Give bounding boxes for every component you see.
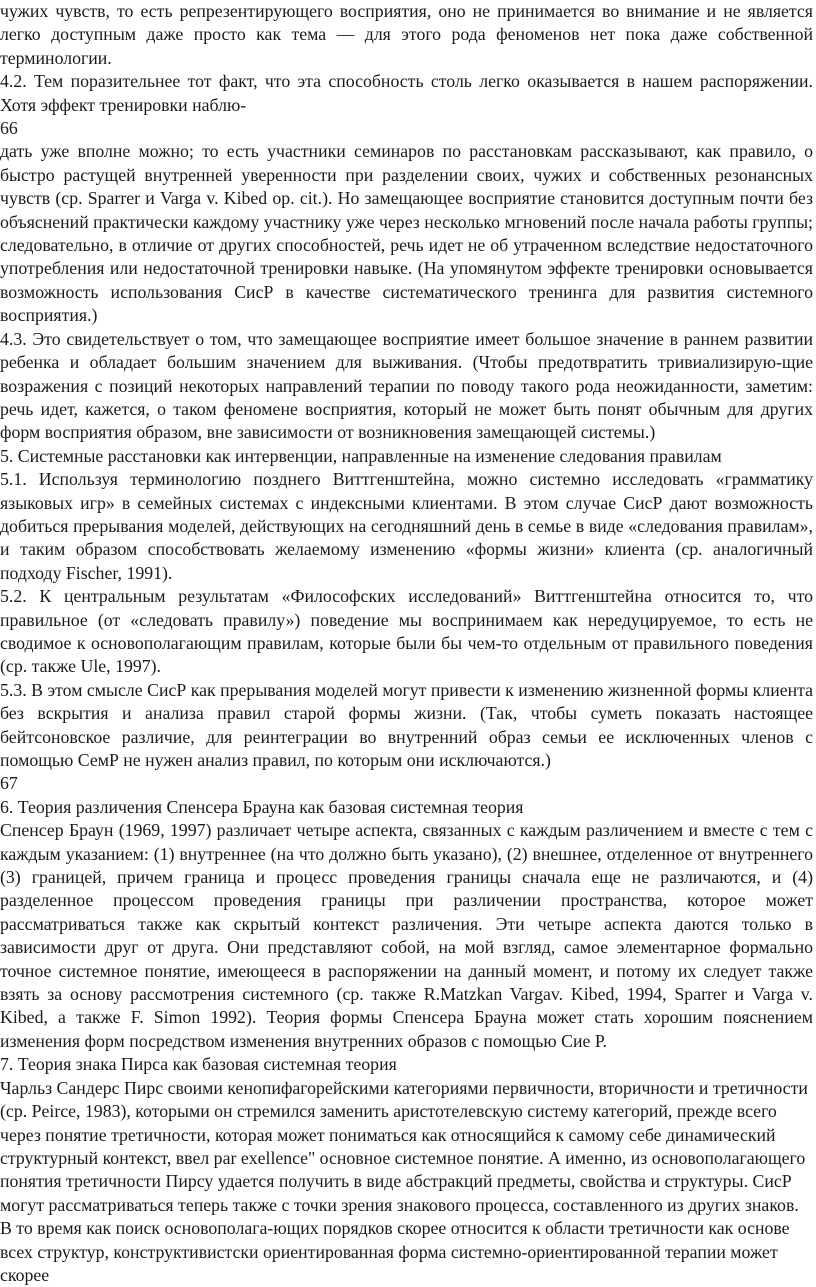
page-number-67: 67: [0, 773, 18, 794]
section-heading-7: 7. Теория знака Пирса как базовая системная теория: [0, 1054, 397, 1075]
paragraph-6-body: Спенсер Браун (1969, 1997) различает четыре аспекта, связанных с каждым различением и вместе с тем с каждым указанием: (1) внутреннее (на что должно быть указано), (2) внешнее, отделенное от внутреннего (3) границей, причем граница и процесс проведения границы сначала еще не различаются, и (4) разделенное процессом проведения границы при различении пространства, которое может рассматриваться также как скрытый контекст различения. Эти четыре аспекта даются только в зависимости друг от друга. Они представляют собой, на мой взгляд, самое элементарное формально точное системное понятие, имеющееся в распоряжении на данный момент, и потому их следует также взять за основу рассмотрения системного (ср. также R.Matzkan Vargav. Kibed, 1994, Sparrer и Varga v. Kibed, а также F. Simon 1992). Теория формы Спенсера Брауна может стать хорошим пояснением изменения форм посредством изменения внутренних образов с помощью Сие Р.: [0, 820, 813, 1051]
paragraph-5-3: 5.3. В этом смысле СисР как прерывания моделей могут привести к изменению жизненной формы клиента без вскрытия и анализа правил старой формы жизни. (Так, чтобы суметь показать настоящее бейтсоновское различие, для реинтеграции во внутренний образ семьи ее исключенных членов с помощью СемР не нужен анализ правил, по которым они исключаются.): [0, 679, 813, 770]
paragraph-4-3: 4.3. Это свидетельствует о том, что замещающее восприятие имеет большое значение в раннем развитии ребенка и обладает большим значением для выживания. (Чтобы предотвратить тривиализирую-щие возражения с позиций некоторых направлений терапии по поводу такого рода неожиданности, заметим: речь идет, кажется, о таком феномене восприятия, который не может быть понят обычным для других форм восприятия образом, вне зависимости от возникновения замещающей системы.): [0, 328, 813, 443]
section-heading-6: 6. Теория различения Спенсера Брауна как базовая системная теория: [0, 796, 524, 817]
paragraph-7-body: Чарльз Сандерс Пирс своими кенопифагорейскими категориями первичности, вторичности и третичности (ср. Peirce, 1983), которыми он стремился заменить аристотелевскую систему категорий, прежде всего через понятие третичности, которая может пониматься как относящийся к самому себе динамический структурный контекст, ввел par exellence" основное системное понятие. А именно, из основополагающего понятия третичности Пирсу удается получить в виде абстракций предметы, свойства и структуры. СисР могут рассматриваться теперь также с точки зрения знакового процесса, составленного из других знаков. В то время как поиск основополага-ющих порядков скорее относится к области третичности как основе всех структур, конструктивистски ориентированная форма системно-ориентированной терапии может скорее: [0, 1077, 808, 1285]
paragraph-4-2: 4.2. Тем поразительнее тот факт, что эта способность столь легко оказывается в нашем распоряжении. Хотя эффект тренировки наблю-: [0, 71, 813, 115]
paragraph-continuation: чужих чувств, то есть репрезентирующего восприятия, оно не принимается во внимание и не является легко доступным даже просто как тема — для этого рода феноменов нет пока даже собственной терминологии.: [0, 1, 813, 68]
section-heading-5: 5. Системные расстановки как интервенции, направленные на изменение следования правилам: [0, 445, 722, 466]
paragraph-4-2-continued: дать уже вполне можно; то есть участники семинаров по расстановкам рассказывают, как правило, о быстро растущей внутренней уверенности при разделении своих, чужих и собственных резонансных чувств (ср. Sparrer и Varga v. Kibed op. cit.). Но замещающее восприятие становится доступным почти без объяснений практически каждому участнику уже через несколько мгновений после начала работы группы; следовательно, в отличие от других способностей, речь идет не об утраченном вследствие недостаточного употребления или недостаточной тренировки навыке. (На упомянутом эффекте тренировки основывается возможность использования СисР в качестве систематического тренинга для развития системного восприятия.): [0, 141, 813, 326]
paragraph-5-1: 5.1. Используя терминологию позднего Виттгенштейна, можно системно исследовать «грамматику языковых игр» в семейных системах с индексными клиентами. В этом случае СисР дают возможность добиться прерывания моделей, действующих на сегодняшний день в семье в виде «следования правилам», и таким образом способствовать желаемому изменению «формы жизни» клиента (ср. аналогичный подходу Fischer, 1991).: [0, 469, 813, 583]
page-number-66: 66: [0, 118, 18, 139]
paragraph-5-2: 5.2. К центральным результатам «Философских исследований» Виттгенштейна относится то, что правильное (от «следовать правилу») поведение мы воспринимаем как нередуцируемое, то есть не сводимое к основополагающим правилам, которые были бы чем-то отдельным от правильного поведения (ср. также Ule, 1997).: [0, 586, 813, 677]
